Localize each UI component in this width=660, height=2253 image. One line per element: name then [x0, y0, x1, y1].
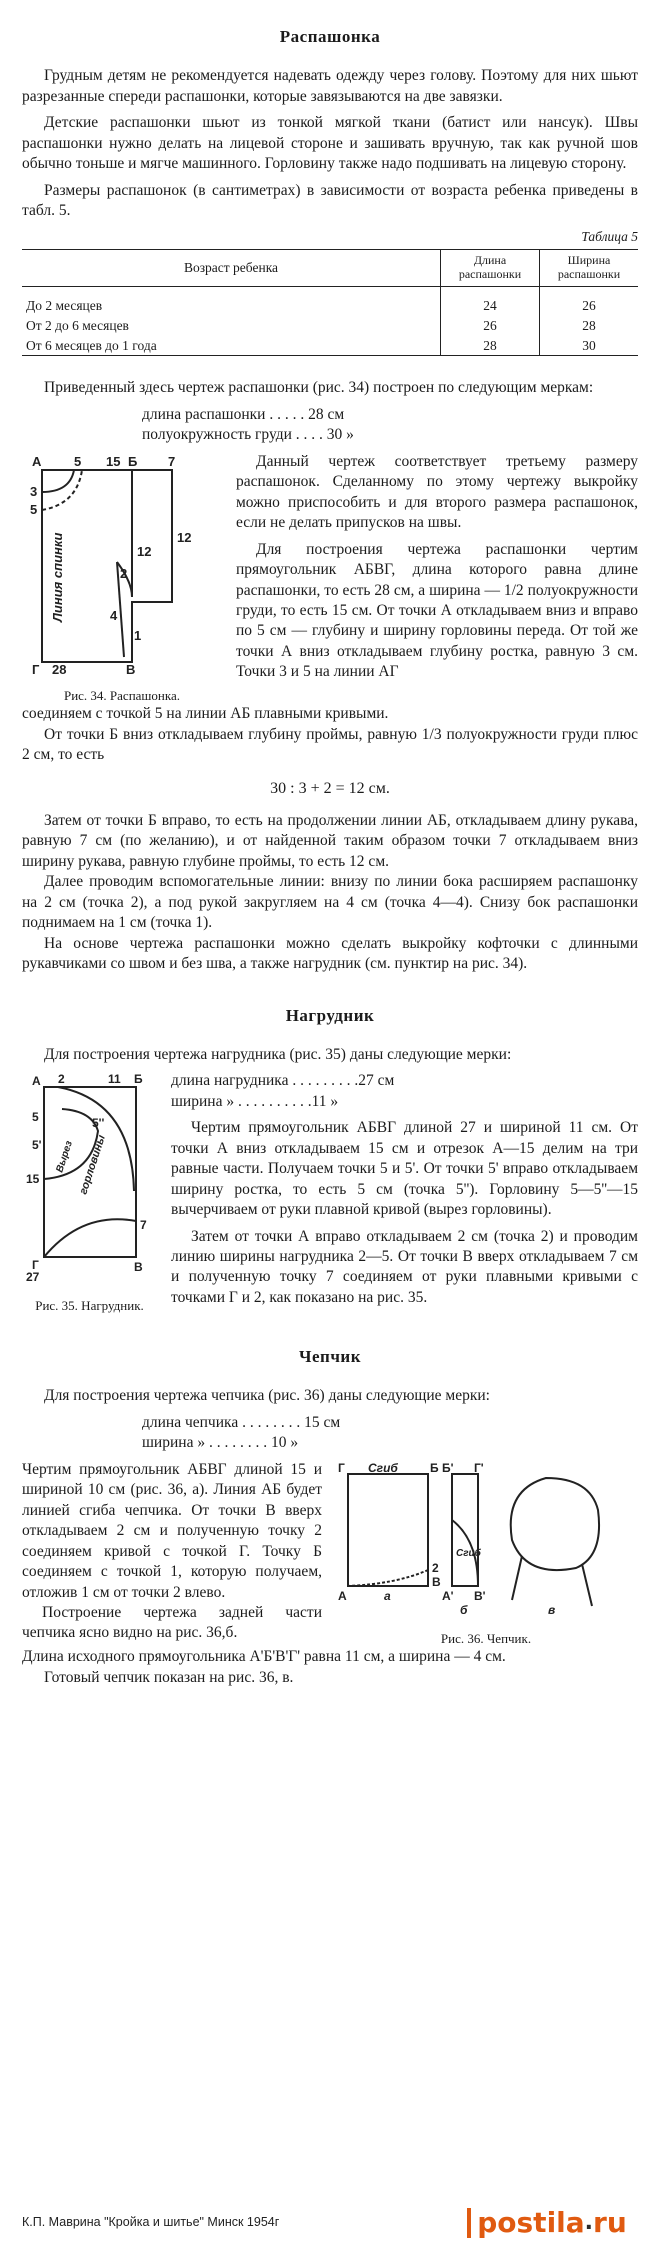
figure-label: А [32, 453, 42, 469]
paragraph: Для построения чертежа чепчика (рис. 36) даны следующие мерки: [44, 1387, 490, 1405]
figure-label: Сгиб [456, 1547, 481, 1559]
paragraph: Для построения чертежа распашонки чертим прямоугольник АБВГ, длина которого равна длине распашонки, то есть 28 см, а ширина — 1/2 полуокружности груди, то есть 15 см. От точки А откладываем вниз и вправо по 5 см — глубину и ширину горловины переда. От той же точки А вниз откладываем глубину ростка, равную 3 см. Точки 3 и 5 на линии АГ [236, 540, 638, 681]
table-cell: От 6 месяцев до 1 года [22, 336, 441, 356]
paragraph: Построение чертежа задней части чепчика ясно видно на рис. 36,б. [22, 1603, 322, 1642]
table-header: Ширина распашонки [540, 250, 639, 287]
figure-label: 7 [168, 453, 176, 469]
formula: 30 : 3 + 2 = 12 см. [270, 779, 390, 797]
measurement: длина нагрудника . . . . . . . . .27 см [171, 1072, 395, 1090]
section-title-nagrudnik: Нагрудник [285, 1005, 375, 1025]
figure-36-block [22, 1460, 638, 1648]
paragraph: Чертим прямоугольник АБВГ длиной 15 и шириной 10 см (рис. 36, а). Линия АБ будет линией сгиба чепчика. От точки В вверх откладываем 2 см и полученную точку 2 соединяем кривой с точкой Г. Точку Б соединяем с точкой 1, которую получаем, отложив 1 см от точки 2 влево. [22, 1460, 322, 1601]
figure-label: 12 [137, 543, 152, 559]
figure-label: 15 [26, 1172, 40, 1187]
chepchik-drawing [336, 1460, 636, 1620]
paragraph: Далее проводим вспомогательные линии: внизу по линии бока расширяем распашонку на 2 см (точка 2), а под рукой закругляем на 4 см (точка 4—4). Снизу бок распашонки поднимаем на 1 см (точка 1). [22, 873, 638, 932]
figure-36 [336, 1460, 636, 1648]
figure-label: Сгиб [368, 1460, 398, 1475]
measurement: ширина » . . . . . . . . 10 » [142, 1434, 299, 1452]
table-cell: 28 [540, 316, 639, 336]
measurements [171, 1071, 638, 1112]
figure-label: А [32, 1074, 41, 1089]
paragraph: Данный чертеж соответствует третьему размеру распашонок. Сделанному по этому чертежу выкройку можно приспособить и для второго размера распашонок, если не делать припусков на швы. [236, 452, 638, 532]
paragraph: Затем от точки А вправо откладываем 2 см (точка 2) и проводим линию ширины нагрудника 2—5. От точки В вверх откладываем 7 см и полученную точку 7 соединяем от руки плавными кривыми с точками Г и 2, как показано на рис. 35. [171, 1227, 638, 1306]
figure-label: 7 [140, 1218, 147, 1233]
figure-label: 27 [26, 1270, 40, 1285]
figure-label: 15 [106, 453, 121, 469]
watermark-dot: . [584, 2210, 594, 2236]
figure-caption: Рис. 36. Чепчик. [440, 1631, 532, 1647]
figure-label: В' [474, 1588, 486, 1603]
paragraph: соединяем с точкой 5 на линии АБ плавными кривыми. [22, 705, 389, 723]
figure-label: 11 [108, 1072, 121, 1087]
figure-label: 2 [58, 1072, 65, 1087]
figure-label: 5' [32, 1138, 42, 1153]
paragraph: Чертим прямоугольник АБВГ длиной 27 и шириной 11 см. От точки А вниз откладываем 15 см и отрезок А—15 делим на три равные части. Получаем точки 5 и 5'. От точки 5' вправо откладываем ширину ростка, то есть 5 см (точка 5''). Горловину 5—5''—15 вычерчиваем от руки плавной кривой (вырез горловины). [171, 1119, 638, 1219]
figure-35 [22, 1071, 157, 1314]
figure-label: 12 [177, 529, 192, 545]
measurements [142, 1413, 638, 1454]
table-cell: 26 [441, 316, 540, 336]
figure-label: 5 [32, 1110, 39, 1125]
measurement: ширина » . . . . . . . . . .11 » [171, 1092, 339, 1110]
table-caption: Таблица 5 [581, 228, 638, 244]
figure-label: Г' [474, 1460, 484, 1475]
figure-label: 2 [120, 565, 128, 581]
figure-label: горловины [77, 1133, 108, 1197]
figure-34 [22, 452, 222, 705]
figure-label: 5 [74, 453, 82, 469]
figure-label: 5'' [92, 1116, 105, 1131]
figure-label: Г [32, 661, 40, 677]
figure-label: А [338, 1588, 347, 1603]
figure-label: Г [338, 1460, 345, 1475]
paragraph: Приведенный здесь чертеж распашонки (рис. 34) построен по следующим меркам: [44, 379, 594, 397]
watermark-brand: postila [477, 2205, 585, 2239]
figure-34-block [22, 452, 638, 705]
paragraph: Детские распашонки шьют из тонкой мягкой ткани (батист или нансук). Швы распашонки нужно делать на лицевой стороне и зашивать вручную, так как ручной шов обычно тоньше и мягче машинного. Горловину также надо подшивать на лицевую сторону. [22, 114, 638, 173]
paragraph: Затем от точки Б вправо, то есть на продолжении линии АБ, откладываем длину рукава, равную 7 см (по желанию), и от найденной таким образом точки 7 откладываем вниз ширину рукава, равную глубине проймы, то есть 12 см. [22, 811, 638, 870]
paragraph: Готовый чепчик показан на рис. 36, в. [44, 1668, 294, 1686]
figure-label: В [432, 1574, 441, 1589]
paragraph: Длина исходного прямоугольника А'Б'В'Г' равна 11 см, а ширина — 4 см. [22, 1648, 506, 1666]
table-cell: 26 [540, 287, 639, 316]
table-header: Возраст ребенка [22, 250, 441, 287]
table-cell: До 2 месяцев [26, 298, 103, 314]
figure-caption: Рис. 35. Нагрудник. [35, 1297, 144, 1313]
figure-label: б [460, 1602, 468, 1617]
figure-label: 28 [52, 661, 67, 677]
figure-34-text [236, 452, 638, 705]
figure-label: Г [32, 1258, 39, 1273]
table-row [22, 336, 638, 356]
figure-label: А' [442, 1588, 454, 1603]
source-footer: К.П. Маврина "Кройка и шитье" Минск 1954г [22, 2215, 280, 2229]
figure-label: Б [430, 1460, 439, 1475]
raspashonka-drawing [22, 452, 222, 677]
figure-label: Б' [442, 1460, 454, 1475]
nagrudnik-drawing [22, 1071, 157, 1286]
measurement: длина распашонки . . . . . 28 см [142, 405, 345, 423]
figure-label: 2 [432, 1560, 439, 1575]
table-row [22, 287, 638, 316]
figure-label: В [134, 1260, 143, 1275]
paragraph: На основе чертежа распашонки можно сделать выкройку кофточки с длинными рукавчиками со швом и без шва, а также нагрудник (см. пунктир на рис. 34). [22, 934, 638, 973]
figure-36-text [22, 1460, 322, 1648]
table-cell: 24 [441, 287, 540, 316]
section-title-chepchik: Чепчик [299, 1347, 361, 1367]
watermark-bar-icon [467, 2208, 471, 2238]
table-header: Длина распашонки [441, 250, 540, 287]
figure-label: Линия спинки [50, 532, 65, 622]
figure-label: Вырез [54, 1139, 75, 1175]
figure-label: 5 [30, 501, 38, 517]
figure-label: Б [134, 1072, 143, 1087]
figure-35-block [22, 1071, 638, 1314]
measurement: длина чепчика . . . . . . . . 15 см [142, 1413, 341, 1431]
measurement: полуокружность груди . . . . 30 » [142, 426, 354, 444]
figure-label: 1 [134, 627, 142, 643]
paragraph: Для построения чертежа нагрудника (рис. 35) даны следующие мерки: [44, 1045, 512, 1063]
section-title-raspashonka: Распашонка [279, 27, 381, 46]
postila-watermark[interactable] [442, 2194, 652, 2252]
table-row [22, 316, 638, 336]
figure-label: в [548, 1602, 556, 1617]
figure-label: Б [128, 453, 138, 469]
figure-35-text [171, 1071, 638, 1314]
sizes-table [22, 249, 638, 356]
table-cell: 28 [441, 336, 540, 356]
figure-label: В [126, 661, 136, 677]
figure-label: 4 [110, 607, 118, 623]
figure-caption: Рис. 34. Распашонка. [63, 688, 181, 704]
paragraph: Размеры распашонок (в сантиметрах) в зависимости от возраста ребенка приведены в табл. 5. [22, 181, 638, 220]
table-cell: От 2 до 6 месяцев [26, 317, 129, 333]
figure-label: 3 [30, 483, 38, 499]
paragraph: От точки Б вниз откладываем глубину проймы, равную 1/3 полуокружности груди плюс 2 см, то есть [22, 725, 638, 764]
table-cell: 30 [540, 336, 639, 356]
figure-label: а [384, 1588, 391, 1603]
watermark-tld: ru [593, 2205, 627, 2239]
paragraph: Грудным детям не рекомендуется надевать одежду через голову. Поэтому для них шьют разрезанные спереди распашонки, которые завязываются на две завязки. [22, 67, 638, 105]
measurements [142, 405, 638, 446]
